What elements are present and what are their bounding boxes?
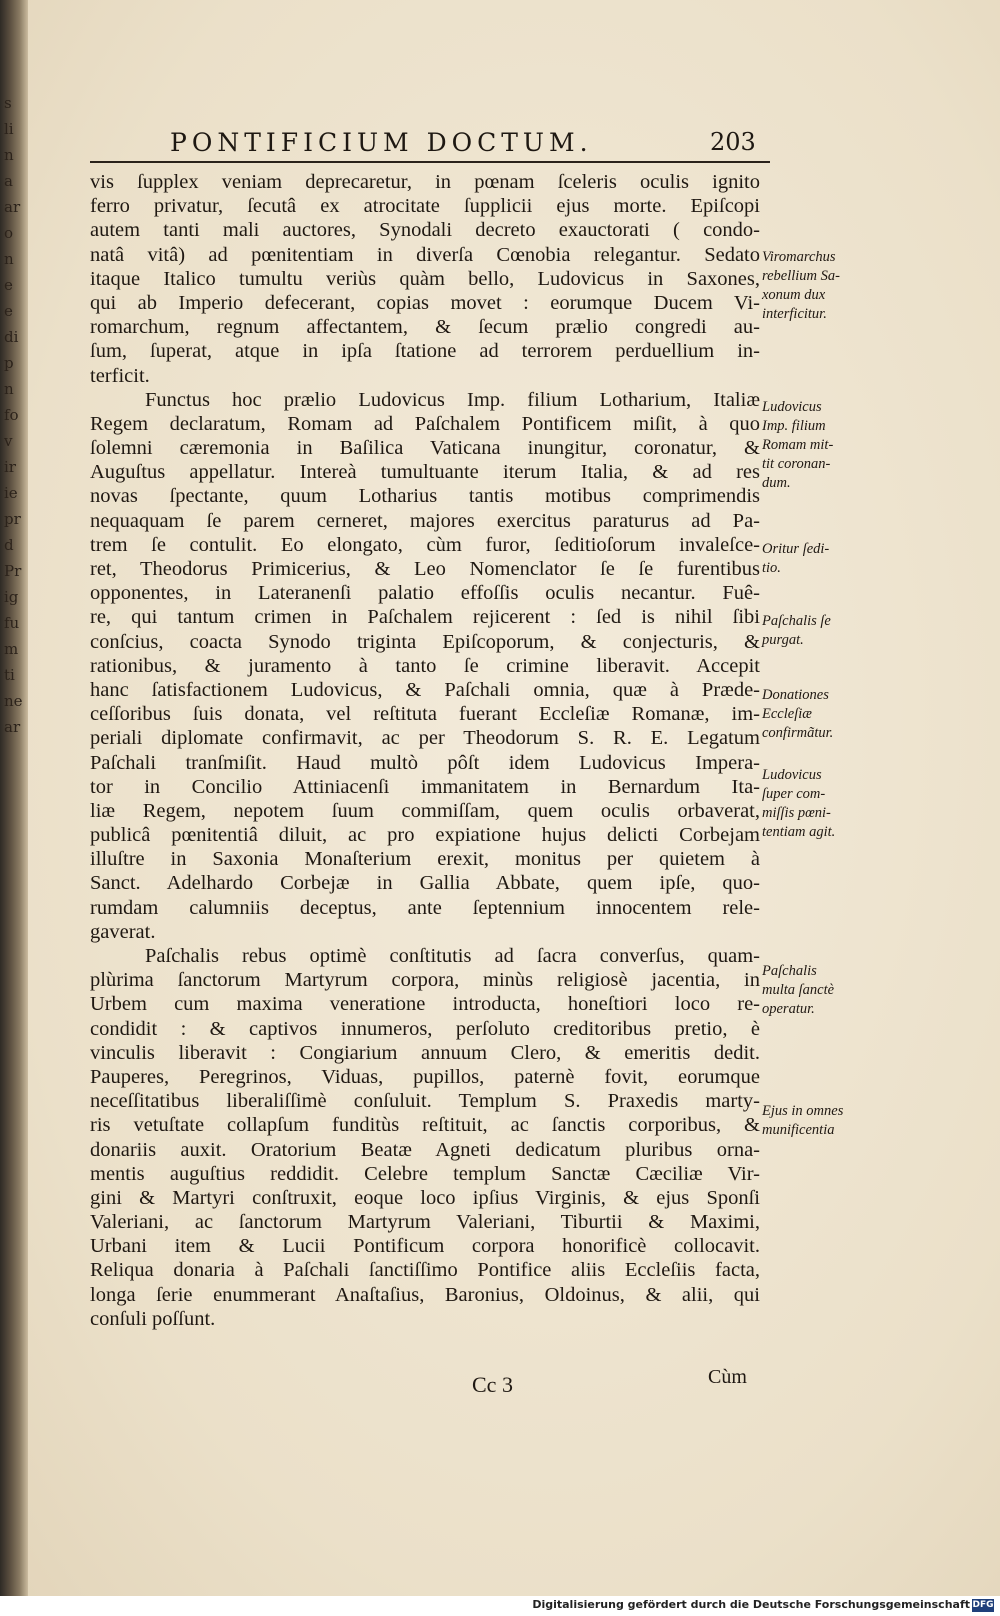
margin-note-line: Paſchalis — [762, 963, 817, 979]
digitization-credit: Digitalisierung gefördert durch die Deutsche Forschungsgemeinschaft — [532, 1598, 970, 1611]
margin-note-line: multa ſanctè — [762, 982, 835, 998]
spine-fragment: Pr — [4, 562, 22, 580]
text-line: conſuli poſſunt. — [90, 1307, 216, 1330]
margin-note-line: Imp. filium — [762, 418, 826, 434]
text-line: ret, Theodorus Primicerius, & Leo Nomenclator ſe ſe furentibus — [90, 558, 760, 580]
page-header — [170, 128, 770, 160]
text-line: gaverat. — [90, 920, 156, 943]
spine-fragment: ig — [4, 588, 19, 606]
text-line: nequaquam ſe parem cerneret, majores exercitus paraturus ad Pa- — [90, 509, 760, 532]
text-line: autem tanti mali auctores, Synodali decreto exauctorati ( condo- — [90, 219, 760, 242]
spine-fragment: s — [4, 94, 12, 112]
text-line: vinculis liberavit : Congiarium annuum Clero, & emeritis dedit. — [90, 1041, 760, 1064]
spine-fragments — [4, 90, 26, 740]
body-text — [90, 170, 760, 1331]
text-line: qui ab Imperio defecerant, copias movet : eorumque Ducem Vi- — [90, 291, 760, 314]
spine-fragment: di — [4, 328, 19, 346]
text-line: opponentes, in Lateranenſi palatio effoſſis oculis necantur. Fuê- — [90, 582, 760, 605]
text-line: Pauperes, Peregrinos, Viduas, pupillos, paternè fovit, eorumque — [90, 1065, 760, 1088]
text-line: ceſſoribus ſuis donata, vel reſtituta fuerant Eccleſiæ Romanæ, im- — [90, 703, 760, 726]
text-line: mentis auguſtius reddidit. Celebre templum Sanctæ Cæciliæ Vir- — [90, 1162, 760, 1185]
margin-note — [762, 686, 872, 743]
text-line: Sanct. Adelhardo Corbejæ in Gallia Abbate, quem ipſe, quo- — [90, 872, 760, 895]
text-line: ſolemni cæremonia in Baſilica Vaticana inungitur, coronatur, & — [90, 437, 760, 460]
margin-note-line: Oritur ſedi- — [762, 541, 830, 557]
text-line: romarchum, regnum affectantem, & ſecum prælio congredi au- — [90, 316, 760, 339]
text-line: gini & Martyri conſtruxit, eoque loco ipſius Virginis, & ejus Sponſi — [90, 1186, 760, 1209]
dfg-logo: DFG — [972, 1600, 994, 1610]
text-line: Reliqua donaria à Paſchali ſanctiſſimo Pontifice aliis Eccleſiis facta, — [90, 1259, 760, 1282]
margin-note — [762, 962, 872, 1019]
text-line: Paſchalis rebus optimè conſtitutis ad ſacra converſus, quam- — [145, 945, 760, 967]
text-line: Paſchali tranſmiſit. Haud multò pôſt idem Ludovicus Impera- — [90, 751, 760, 774]
text-line: publicâ pœnitentiâ diluit, ac pro expiatione hujus delicti Corbejam — [90, 824, 760, 847]
spine-fragment: li — [4, 120, 14, 138]
text-line: periali diplomate confirmavit, ac per Theodorum S. R. E. Legatum — [90, 727, 760, 750]
margin-note-line: dum. — [762, 475, 791, 491]
text-line: neceſſitatibus liberaliſſimè conſuluit. Templum S. Praxedis marty- — [90, 1090, 760, 1113]
margin-note-line: tit coronan- — [762, 456, 831, 472]
book-spine-edge — [0, 0, 28, 1616]
margin-note-line: miſſis pœni- — [762, 805, 831, 821]
text-line: rumdam calumniis deceptus, ante ſeptennium innocentem rele- — [90, 896, 760, 919]
spine-fragment: ir — [4, 458, 16, 476]
spine-fragment: o — [4, 224, 14, 242]
spine-fragment: n — [4, 250, 14, 268]
catchword: Cùm — [708, 1366, 747, 1388]
margin-note-line: purgat. — [762, 632, 804, 648]
spine-fragment: pr — [4, 510, 21, 528]
spine-fragment: ti — [4, 666, 15, 684]
text-line: ris vetuſtate collapſum funditùs reſtituit, ac ſanctis corporibus, & — [90, 1114, 760, 1137]
text-line: trem ſe contulit. Eo elongato, cùm furor, ſeditioſorum invaleſce- — [90, 533, 760, 556]
margin-note-line: Ludovicus — [762, 767, 822, 783]
text-line: hanc ſatisfactionem Ludovicus, & Paſchali omnia, quæ à Præde- — [90, 678, 760, 701]
margin-note-line: rebellium Sa- — [762, 268, 840, 284]
margin-note-line: xonum dux — [762, 287, 826, 303]
text-line: illuſtre in Saxonia Monaſterium erexit, monitus per quietem à — [90, 848, 760, 871]
text-line: natâ vitâ) ad pœnitentiam in diverſa Cœnobia relegantur. Sedato — [90, 243, 760, 266]
margin-note-line: operatur. — [762, 1001, 815, 1017]
spine-fragment: v — [4, 432, 13, 450]
spine-fragment: e — [4, 302, 13, 320]
margin-note-line: Ejus in omnes — [762, 1103, 844, 1119]
margin-note-line: tio. — [762, 560, 781, 576]
margin-note-line: Viromarchus — [762, 249, 836, 265]
margin-note-line: ſuper com- — [762, 786, 826, 802]
text-line: rationibus, & juramento à tanto ſe crimine liberavit. Accepit — [90, 654, 760, 677]
text-line: Regem declaratum, Romam ad Paſchalem Pontificem miſit, à quo — [90, 412, 760, 435]
margin-note-line: Romam mit- — [762, 437, 834, 453]
spine-fragment: a — [4, 172, 13, 190]
spine-fragment: n — [4, 380, 14, 398]
margin-note-line: Donationes — [762, 687, 829, 703]
text-line: conſcius, coacta Synodo triginta Epiſcoporum, & conjecturis, & — [90, 630, 760, 653]
spine-fragment: ar — [4, 718, 21, 736]
text-line: condidit : & captivos innumeros, perſoluto creditoribus pretio, è — [90, 1017, 760, 1040]
margin-note-line: confirmãtur. — [762, 725, 834, 741]
header-rule — [90, 161, 770, 163]
margin-note-line: tentiam agit. — [762, 824, 836, 840]
spine-fragment: n — [4, 146, 14, 164]
text-line: Valeriani, ac ſanctorum Martyrum Valeriani, Tiburtii & Maximi, — [90, 1211, 760, 1234]
text-line: Urbani item & Lucii Pontificum corpora honorificè collocavit. — [90, 1235, 760, 1258]
text-line: tor in Concilio Attiniacenſi immanitatem in Bernardum Ita- — [90, 775, 760, 798]
spine-fragment: p — [4, 354, 14, 372]
spine-fragment: ie — [4, 484, 18, 502]
spine-fragment: ne — [4, 692, 23, 710]
text-line: terficit. — [90, 364, 150, 387]
text-line: longa ſerie enummerant Anaſtaſius, Baronius, Oldoinus, & alii, qui — [90, 1283, 760, 1306]
spine-fragment: ar — [4, 198, 21, 216]
margin-note-line: munificentia — [762, 1122, 835, 1138]
margin-note-line: Paſchalis ſe — [762, 613, 831, 629]
margin-note — [762, 766, 872, 842]
text-line: itaque Italico tumultu veriùs quàm bello, Ludovicus in Saxones, — [90, 267, 760, 290]
margin-note — [762, 540, 872, 578]
margin-note — [762, 398, 872, 493]
text-line: Urbem cum maxima veneratione introducta, honeſtiori loco re- — [90, 993, 760, 1016]
digitization-credit-bar — [0, 1596, 1000, 1616]
text-line: Auguſtus appellatur. Intereà tumultuante iterum Italia, & ad res — [90, 461, 760, 484]
signature-mark: Cc 3 — [472, 1372, 513, 1397]
margin-note-line: interficitur. — [762, 306, 827, 322]
text-line: ferro privatur, ſecutâ ex atrocitate ſupplicii ejus morte. Epiſcopi — [90, 195, 760, 218]
margin-note — [762, 1102, 872, 1140]
text-line: re, qui tantum crimen in Paſchalem rejicerent : ſed is nihil ſibi — [90, 606, 760, 629]
margin-note-line: Eccleſiæ — [762, 706, 812, 722]
text-line: donariis auxit. Oratorium Beatæ Agneti dedicatum pluribus orna- — [90, 1138, 760, 1161]
text-line: novas ſpectante, quum Lotharius tantis motibus comprimendis — [90, 485, 760, 508]
text-line: vis ſupplex veniam deprecaretur, in pœnam ſceleris oculis ignito — [90, 171, 760, 193]
spine-fragment: m — [4, 640, 19, 658]
text-line: liæ Regem, nepotem ſuum commiſſam, quem oculis orbaverat, — [90, 799, 760, 822]
margin-note — [762, 248, 872, 324]
spine-fragment: e — [4, 276, 13, 294]
spine-fragment: fu — [4, 614, 20, 632]
page-number: 203 — [710, 128, 756, 156]
spine-fragment: fo — [4, 406, 19, 424]
text-line: plùrima ſanctorum Martyrum corpora, minùs religiosè jacentia, in — [90, 969, 760, 992]
margin-note-line: Ludovicus — [762, 399, 822, 415]
running-title: PONTIFICIUM DOCTUM. — [170, 128, 593, 157]
text-line: Functus hoc prælio Ludovicus Imp. filium Lotharium, Italiæ — [145, 388, 760, 411]
spine-fragment: d — [4, 536, 14, 554]
text-line: ſum, ſuperat, atque in ipſa ſtatione ad terrorem perduellium in- — [90, 340, 760, 363]
margin-note — [762, 612, 872, 650]
